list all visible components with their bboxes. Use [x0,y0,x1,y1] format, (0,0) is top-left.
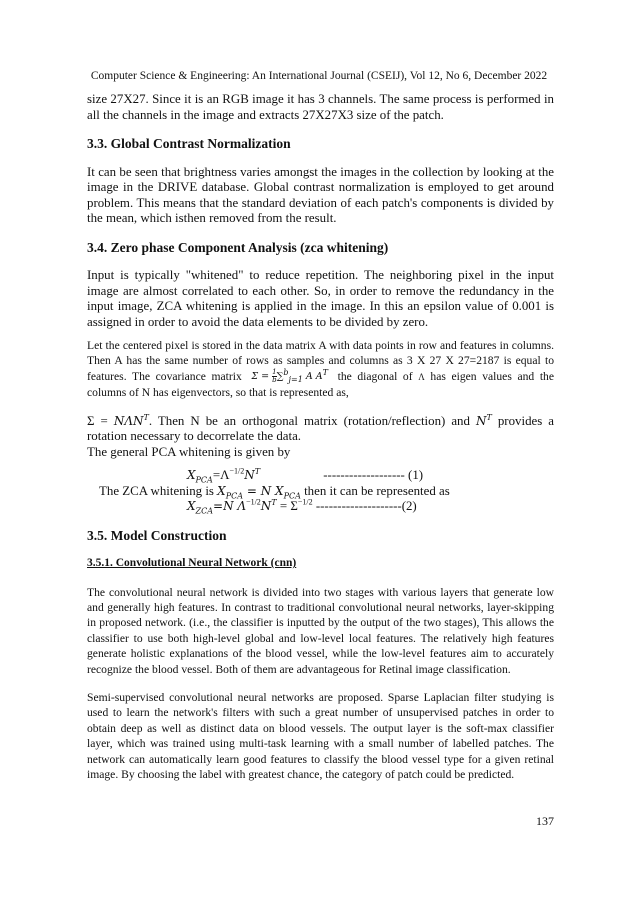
journal-header: Computer Science & Engineering: An International Journal (CSEIJ), Vol 12, No 6, December 2022 [90,70,548,82]
equation-1: $X_{PCA}=\Lambda^{-1/2}N^T$ ------------------- (1) [187,466,424,485]
section-heading-3-5: 3.5. Model Construction [87,527,227,543]
covariance-formula: Σ = $\frac{1}{b}$ ∑$^b_{j=1}$ A $A^T$ [251,368,328,385]
section-3-4-paragraph-4: The general PCA whitening is given by [87,444,291,459]
section-3-5-paragraph-2: Semi-supervised convolutional neural networks are proposed. Sparse Laplacian filter studying is used to learn the network's filters with such a great number of unsupervised patches in order to obtain deep as well as distinct data on blood vessels. The output layer is the soft-max classifier layer, which was trained using multi-task learning with a small number of labelled patches. The network can automatically learn good features to classify the blood vessel type for a given retinal image. By choosing the label with greatest chance, the category of patch could be predicted. [87,691,554,782]
page-number: 137 [536,814,554,828]
section-heading-3-4: 3.4. Zero phase Component Analysis (zca whitening) [87,239,389,255]
section-3-4-paragraph-2: Let the centered pixel is stored in the data matrix A with data points in row and features in columns. Then A has the same number of rows as samples and columns as 3 X 27 X 27=2187 is equal to features. The covariance matrix Σ = $\frac{1}{b}$ ∑$^b_{j=1}$ A $A^T$ the diagonal of Λ has eigen values and the columns of N has eigenvectors, so that is represented as, [87,339,555,400]
subsection-heading-3-5-1: 3.5.1. Convolutional Neural Network (cnn) [87,557,297,570]
intro-paragraph: size 27X27. Since it is an RGB image it has 3 channels. The same process is performed in all the channels in the image and extracts 27X27X3 size of the patch. [87,92,554,122]
equation-zca-intro: The ZCA whitening is $X_{PCA} = N$ $X_{PCA}$ then it can be represented as [99,483,450,501]
section-3-3-paragraph: It can be seen that brightness varies amongst the images in the collection by looking at the image in the DRIVE database. Global contrast normalization is employed to get around problem. This means that the standard deviation of each patch's components is divided by the mean, which isthen removed from the result. [87,164,554,225]
section-3-5-paragraph-1: The convolutional neural network is divided into two stages with various layers that generate low and generally high features. In contrast to traditional convolutional neural networks, layer-skipping in proposed network. (i.e., the classifier is inputted by the output of the two stages), This allows the classifier to use both high-level global and low-level local features. The relatively high features generate holistic explanations of the blood vessel, while the low-level features aim to accurately recognize the blood vessel. Both of them are advantageous for Retinal image classification. [87,585,554,676]
section-3-4-paragraph-3: $\Sigma = N\Lambda N^T$. Then N be an orthogonal matrix (rotation/reflection) and $N^T$ provides a rotation necessary to decorrelate the data. [87,412,554,444]
equation-2: $X_{ZCA}=N$ $\Lambda^{-1/2}N^T = \Sigma^{-1/2}$ --------------------(2) [187,497,417,516]
section-3-4-paragraph-1: Input is typically "whitened" to reduce repetition. The neighboring pixel in the input image are almost correlated to each other. So, in order to remove the redundancy in the input image, ZCA whitening is applied in the image. In this an epsilon value of 0.001 is assigned in order to avoid the data elements to be divided by zero. [87,268,554,329]
section-heading-3-3: 3.3. Global Contrast Normalization [87,136,291,151]
page-content [87,92,554,783]
